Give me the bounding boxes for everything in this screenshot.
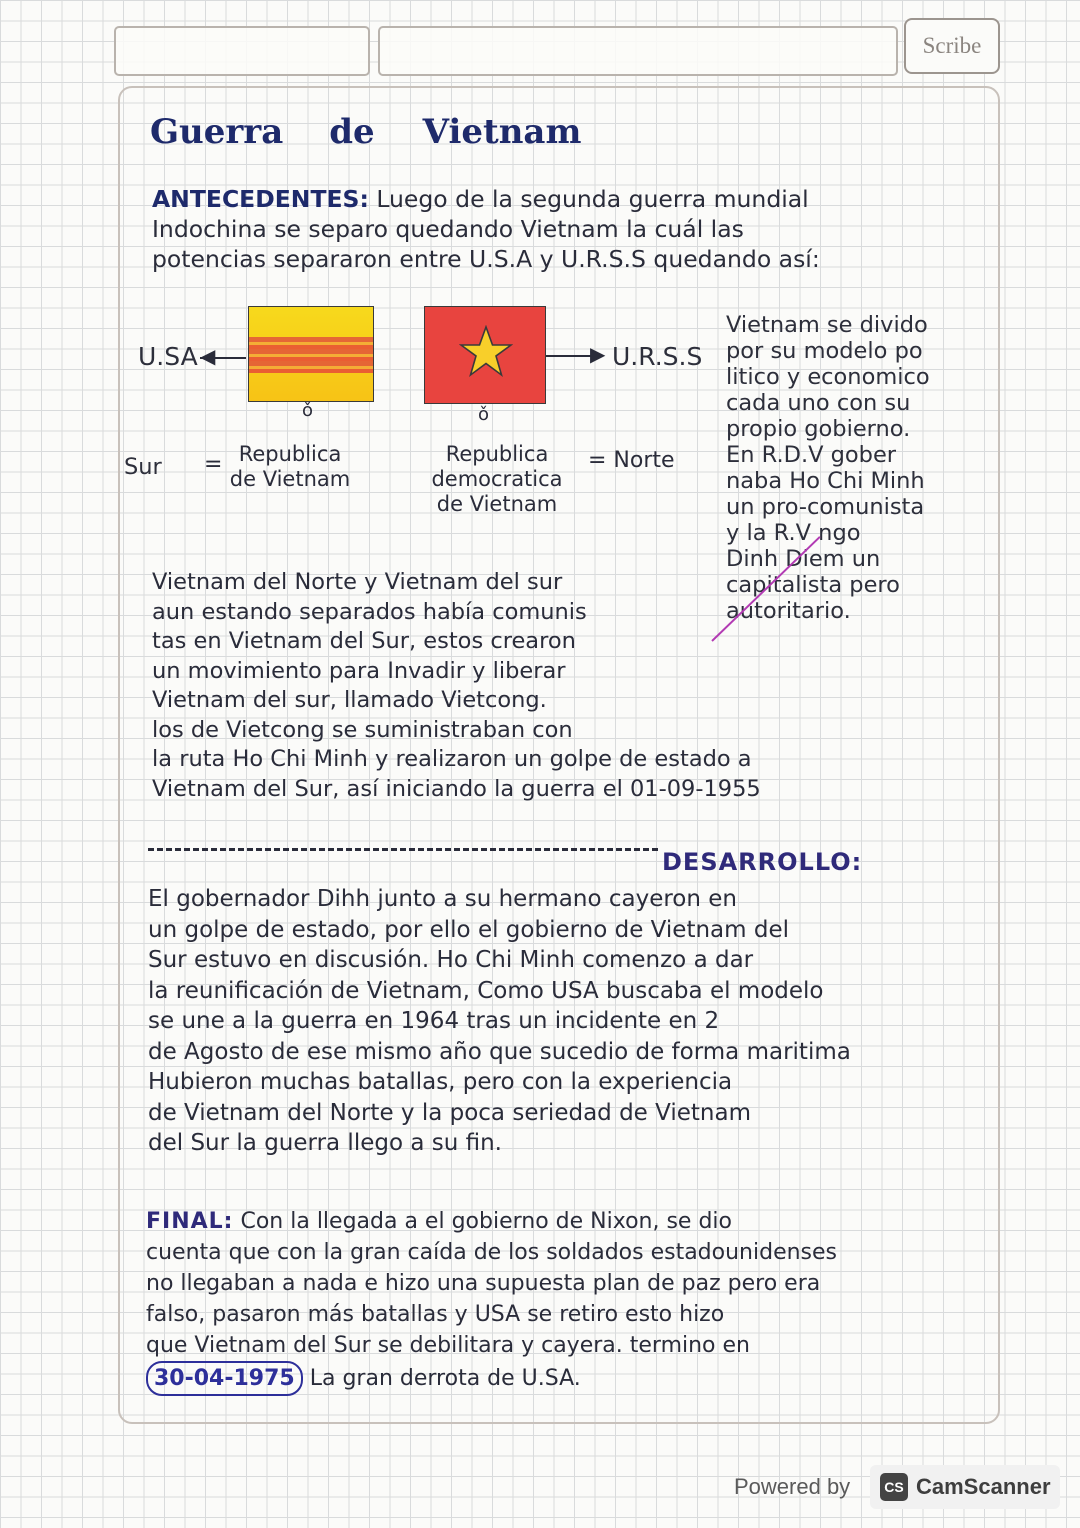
camscanner-icon: CS (880, 1473, 908, 1501)
north-caption: Republica democratica de Vietnam (431, 442, 563, 516)
connector-mark-north: ǒ (478, 404, 490, 425)
south-caption: Republica de Vietnam (229, 442, 351, 491)
final-label: FINAL: (146, 1209, 234, 1234)
final-section: FINAL: Con la llegada a el gobierno de Nixon, se dio cuenta que con la gran caída de los soldados estadounidenses no llegaban a nada e hizo una supuesta plan de paz pero era falso, pasaron más batallas y USA se retiro esto hizo que Vietnam del Sur se debilitara y cayera. termino en 30-04-1975 La gran derrota de U.SA. (146, 1206, 837, 1396)
antecedentes-label: ANTECEDENTES: (152, 185, 369, 213)
header-field-left (114, 26, 370, 76)
south-side-label: Sur (124, 454, 162, 480)
south-vietnam-flag (248, 306, 374, 402)
arrow-right-icon: ▶ (590, 342, 606, 366)
flag-stripes (249, 337, 373, 373)
desarrollo-label: DESARROLLO: (662, 848, 863, 876)
antecedentes-continued: Vietnam del Norte y Vietnam del sur aun estando separados había comunis tas en Vietnam del Sur, estos crearon un movimiento para Invadir y liberar Vietnam del sur, llamado Vietcong. los de Vietcong se suministraban con la ruta Ho Chi Minh y realizaron un golpe de estado a Vietnam del Sur, así iniciando la guerra el 01-09-1955 (152, 569, 761, 802)
arrow-left-icon: ◀ (200, 344, 216, 368)
urss-label: U.R.S.S (612, 342, 703, 371)
side-note: Vietnam se divido por su modelo po litico y economico cada uno con su propio gobierno. En R.D.V gober naba Ho Chi Minh un pro-comunista y la R.V ngo Dinh Diem un capitalista pero autoritario. (726, 312, 930, 624)
star-icon (459, 325, 513, 381)
page-title: Guerra de Vietnam (150, 112, 582, 152)
scribe-brand: Scribe (904, 18, 1000, 74)
north-side-label: = Norte (588, 448, 675, 473)
desarrollo-section: El gobernador Dihh junto a su hermano cayeron en un golpe de estado, por ello el gobierno de Vietnam del Sur estuvo en discusión. Ho Chi Minh comenzo a dar la reunificación de Vietnam, Como USA buscaba el modelo se une a la guerra en 1964 tras un incidente en 2 de Agosto de ese mismo año que sucedio de forma maritima Hubieron muchas batallas, pero con la experiencia de Vietnam del Norte y la poca seriedad de Vietnam del Sur la guerra llego a su fin. (148, 886, 851, 1156)
camscanner-brand: CamScanner (916, 1474, 1051, 1499)
header-field-right (378, 26, 898, 76)
section-divider (148, 848, 658, 851)
usa-label: U.SA (138, 342, 198, 371)
antecedentes-section: ANTECEDENTES: Luego de la segunda guerra mundial Indochina se separo quedando Vietnam la cuál las potencias separaron entre U.S.A y U.R.S.S quedando así: (152, 185, 820, 273)
camscanner-badge (870, 1465, 1060, 1509)
north-vietnam-flag (424, 306, 546, 404)
south-equals: = (204, 452, 223, 477)
end-date: 30-04-1975 (146, 1361, 303, 1396)
connector-mark-south: ǒ (302, 400, 314, 421)
powered-by-text: Powered by (734, 1474, 851, 1499)
